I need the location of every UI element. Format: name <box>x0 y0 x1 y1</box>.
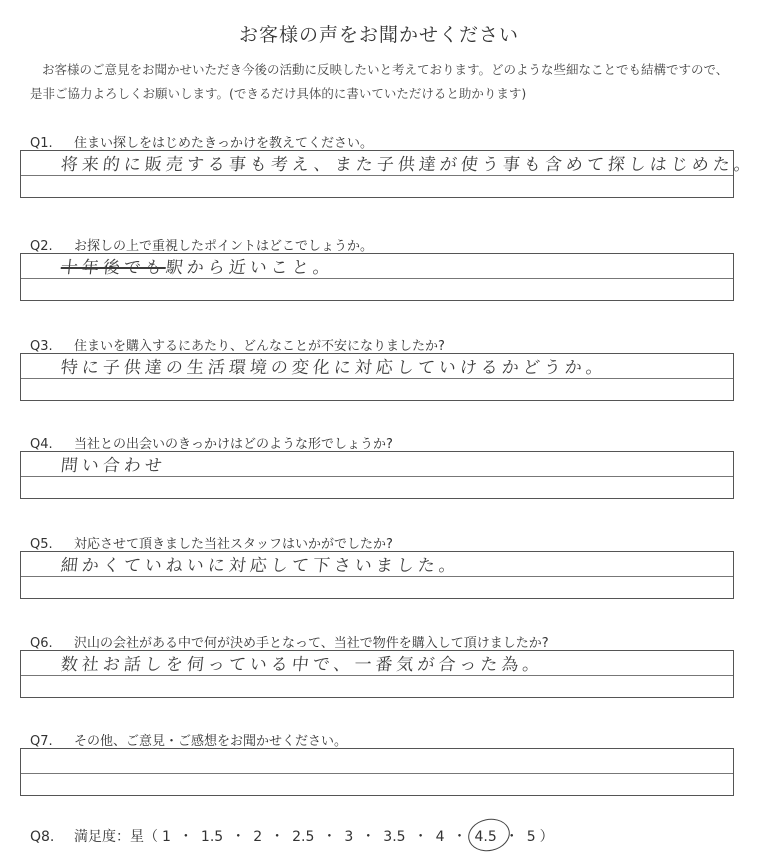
question-label <box>30 730 347 749</box>
rating-option[interactable]: 4 <box>435 829 445 845</box>
answer-box[interactable] <box>20 551 734 599</box>
question-text: お探しの上で重視したポイントはどこでしょうか。 <box>74 239 374 254</box>
rating-close: ） <box>539 829 554 845</box>
handwritten-answer <box>60 253 336 278</box>
answer-text: 細かくていねいに対応して下さいました。 <box>59 556 461 576</box>
answer-box[interactable] <box>20 150 756 198</box>
handwritten-answer <box>60 451 168 476</box>
question-label <box>30 433 393 452</box>
answer-box[interactable] <box>20 650 734 698</box>
question-label <box>30 235 373 254</box>
answer-box[interactable] <box>20 451 734 499</box>
answer-text: 駅から近いこと。 <box>164 258 335 278</box>
answer-text: 将来的に販売する事も考え、また子供達が使う事も含めて探しはじめた。 <box>59 155 756 175</box>
question-number: Q5. <box>30 537 53 552</box>
question-number: Q7. <box>30 734 53 749</box>
question-label <box>30 533 393 552</box>
question-label <box>30 335 445 354</box>
question-text: 当社との出会いのきっかけはどのような形でしょうか? <box>74 437 393 452</box>
rating-option[interactable]: 1.5 <box>200 829 224 845</box>
rating-option[interactable]: 5 <box>526 829 536 845</box>
question-text: 沢山の会社がある中で何が決め手となって、当社で物件を購入して頂けましたか? <box>74 636 549 651</box>
rating-label: 満足度：星（ <box>74 829 158 845</box>
answer-text: 特に子供達の生活環境の変化に対応していけるかどうか。 <box>59 358 608 378</box>
handwritten-answer <box>60 551 462 576</box>
rating-option[interactable]: 1 <box>162 829 171 845</box>
question-number: Q6. <box>30 636 53 651</box>
answer-box[interactable] <box>20 748 734 796</box>
rating-option[interactable]: 2.5 <box>292 829 315 845</box>
satisfaction-rating: Q8. 満足度：星（ 1 ・ 1.5 ・ 2 ・ 2.5 ・ 3 ・ 3.5 ・ 4 ・ 4.5 ・ 5 ） <box>30 829 554 845</box>
handwritten-answer <box>60 650 545 675</box>
rating-option[interactable]: 3.5 <box>383 829 406 845</box>
question-text: その他、ご意見・ご感想をお聞かせください。 <box>74 734 348 749</box>
page-title: お客様の声をお聞かせください <box>238 24 519 46</box>
question-number: Q3. <box>30 339 53 354</box>
rating-option[interactable]: 4.5 <box>474 829 497 845</box>
question-label <box>30 132 373 151</box>
rating-option[interactable]: 3 <box>344 829 354 845</box>
handwritten-answer <box>60 150 757 175</box>
question-number: Q1. <box>30 136 53 151</box>
question-text: 住まいを購入するにあたり、どんなことが不安になりましたか? <box>74 339 445 354</box>
answer-text: 問い合わせ <box>59 456 167 476</box>
rating-option[interactable]: 2 <box>253 829 263 845</box>
answer-box[interactable] <box>20 353 734 401</box>
question-text: 対応させて頂きました当社スタッフはいかがでしたか? <box>74 537 393 552</box>
question-number: Q4. <box>30 437 53 452</box>
answer-box[interactable] <box>20 253 734 301</box>
question-number: Q2. <box>30 239 53 254</box>
question-text: 住まい探しをはじめたきっかけを教えてください。 <box>74 136 374 151</box>
question-label <box>30 632 549 651</box>
handwritten-answer <box>60 353 609 378</box>
intro-text: お客様のご意見をお聞かせいただき今後の活動に反映したいと考えております。どのような些細なことでも結構ですので、是非ご協力よろしくお願いします。(できるだけ具体的に書いていただけると助かります) <box>30 62 729 101</box>
struck-answer: 十年後でも <box>59 258 167 278</box>
question-number: Q8. <box>30 829 55 845</box>
answer-text: 数社お話しを伺っている中で、一番気が合った為。 <box>59 655 545 675</box>
